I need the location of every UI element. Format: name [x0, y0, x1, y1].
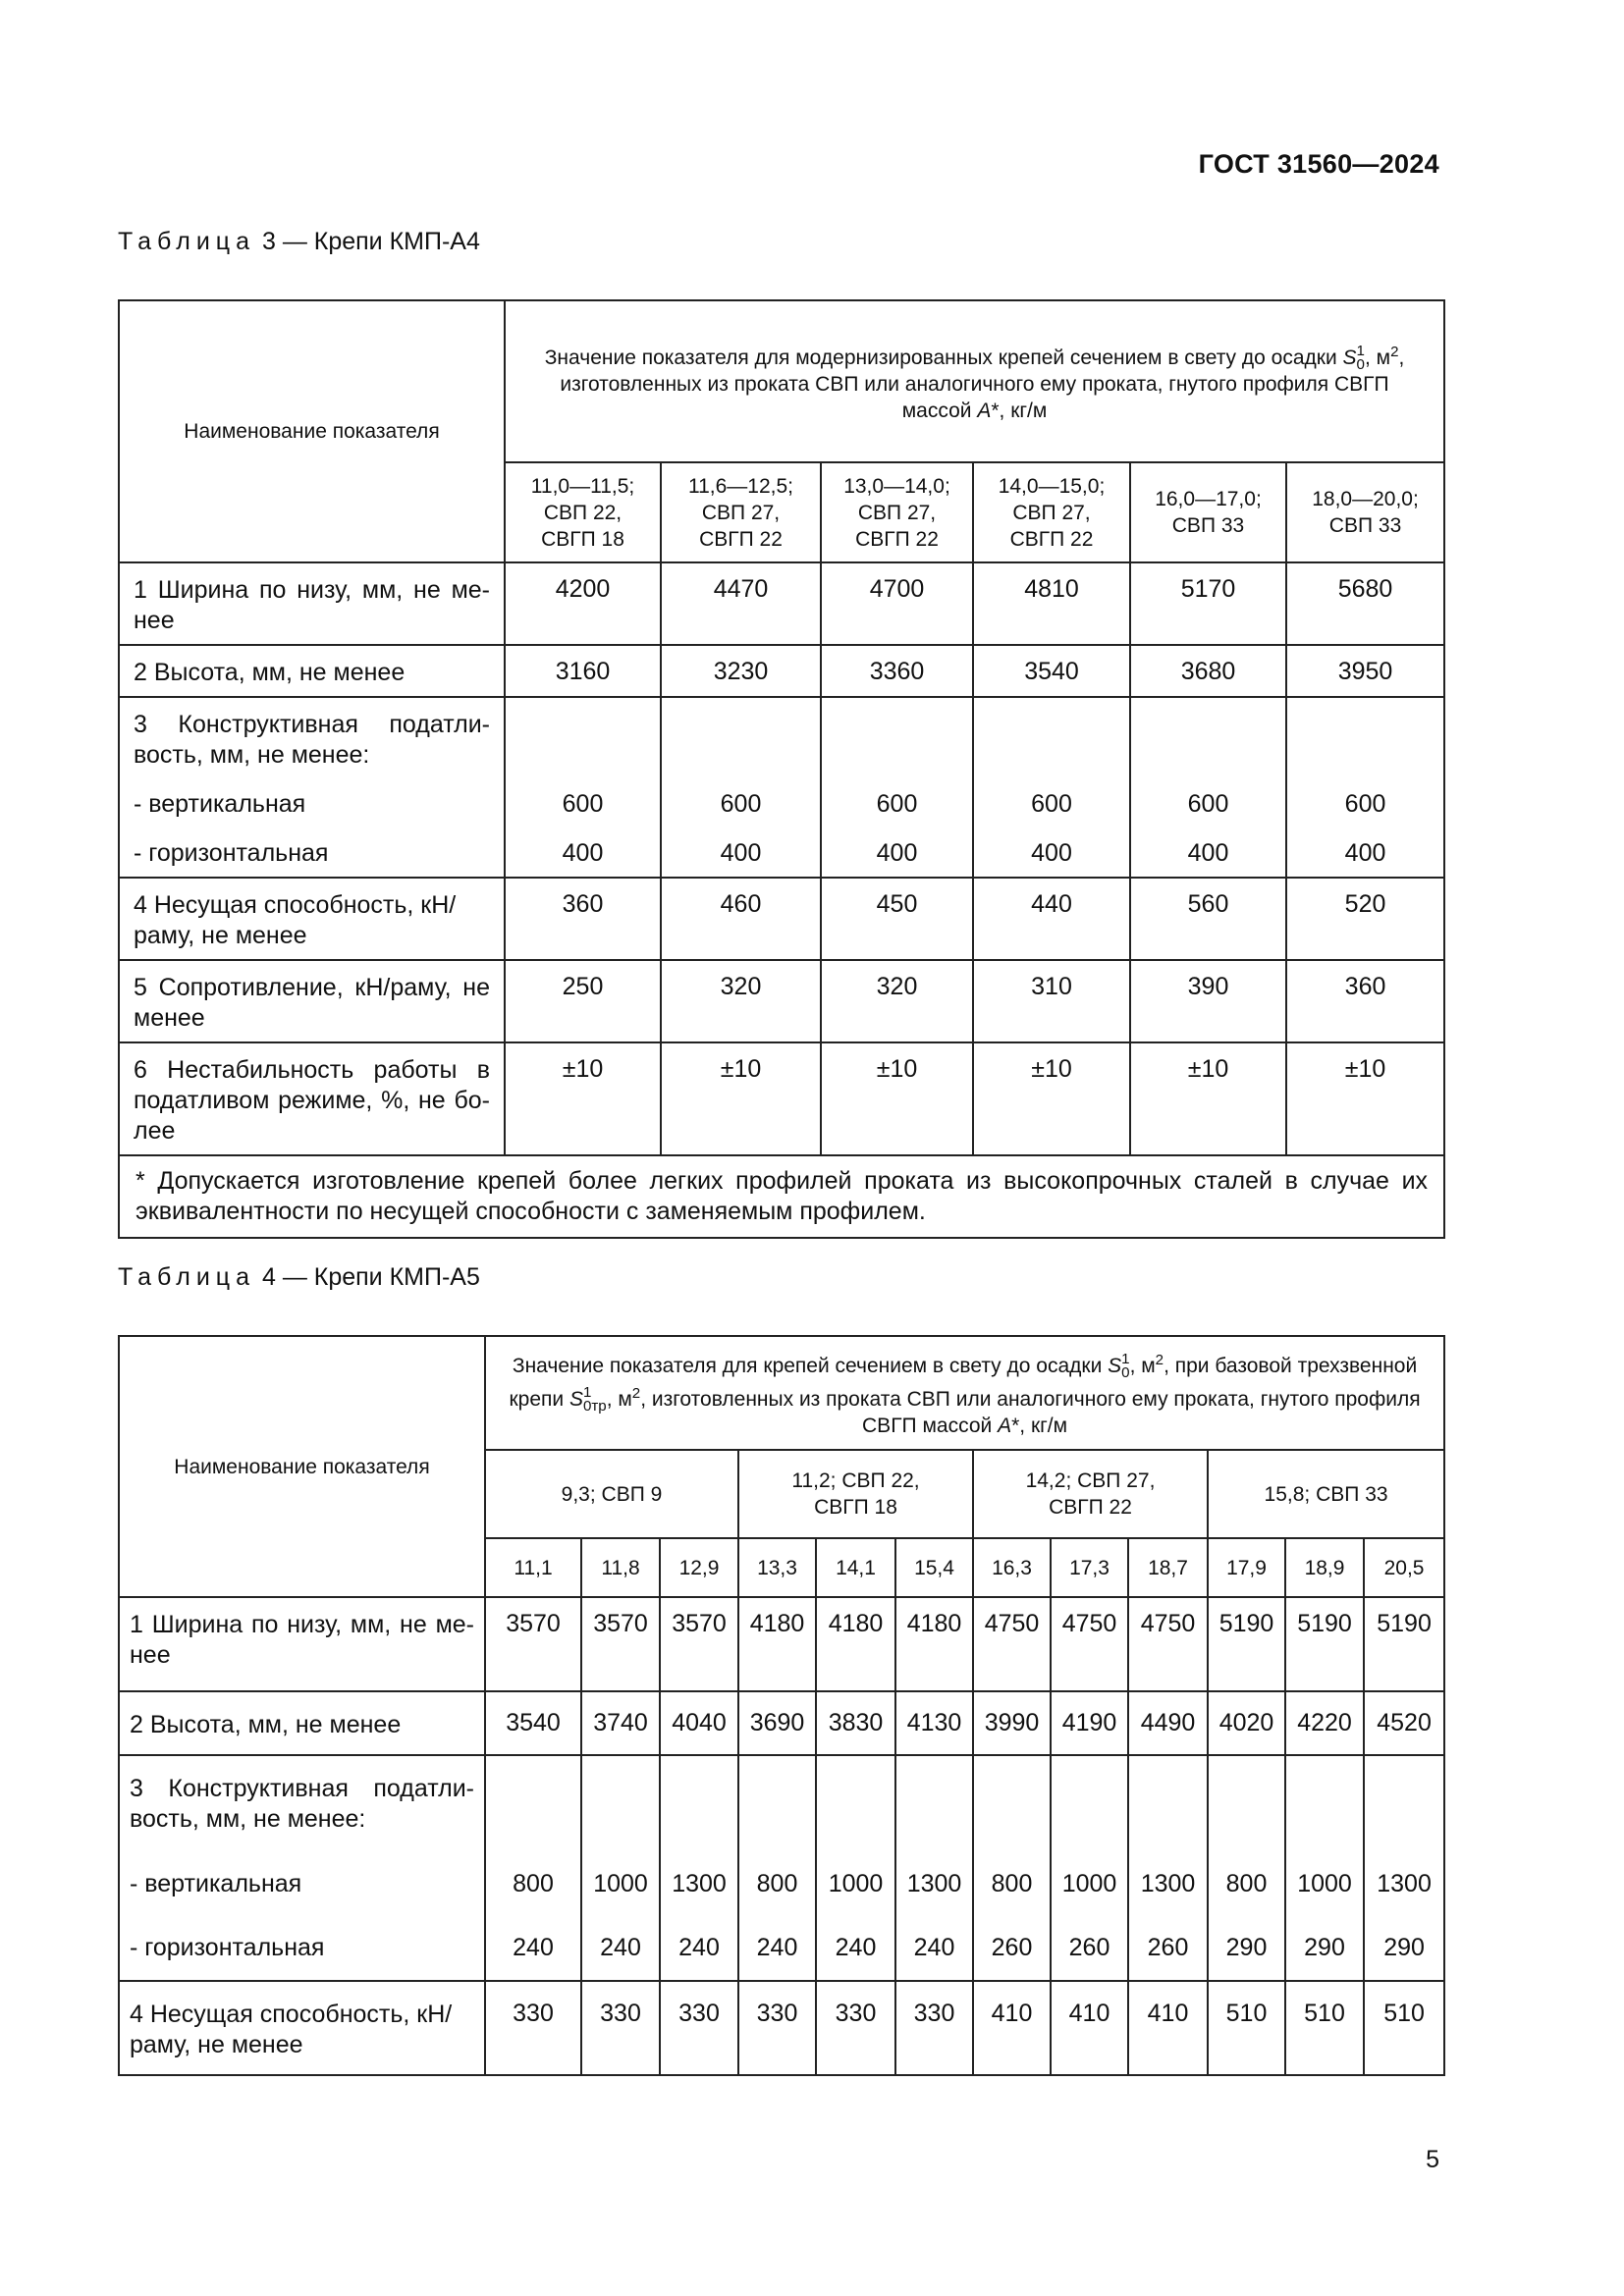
document-standard-code: ГОСТ 31560—2024: [1198, 149, 1439, 179]
cell-value: 4190: [1051, 1691, 1128, 1755]
cell-value-pair: 600 400: [821, 697, 973, 878]
cell-value: 330: [816, 1981, 895, 2075]
table-4-subcolumn-header: 11,8: [581, 1538, 660, 1597]
cell-value: 3690: [738, 1691, 816, 1755]
table-row: [119, 1691, 1444, 1755]
cell-value: 330: [660, 1981, 738, 2075]
cell-value-pair: 1000 290: [1285, 1755, 1364, 1981]
cell-value: 3680: [1130, 645, 1286, 697]
cell-value: 410: [1128, 1981, 1208, 2075]
table-4-subcolumn-header: 15,4: [895, 1538, 973, 1597]
cell-value: ±10: [973, 1042, 1130, 1155]
cell-value: 390: [1130, 960, 1286, 1042]
table-row: [119, 1981, 1444, 2075]
cell-value: ±10: [821, 1042, 973, 1155]
cell-value: 3230: [661, 645, 821, 697]
cell-value-pair: 800 260: [973, 1755, 1051, 1981]
cell-value: 460: [661, 878, 821, 960]
table-4-caption-title: 4 — Крепи КМП-А5: [255, 1263, 480, 1291]
row-label: 2 Высота, мм, не менее: [119, 645, 505, 697]
cell-value: 310: [973, 960, 1130, 1042]
cell-value-pair: 1300 290: [1364, 1755, 1444, 1981]
cell-value: 3990: [973, 1691, 1051, 1755]
cell-value: 330: [738, 1981, 816, 2075]
table-4-caption-word: Таблица: [118, 1263, 256, 1291]
row-label: 5 Сопротивление, кН/раму, не менее: [119, 960, 505, 1042]
cell-value-pair: 600 400: [1286, 697, 1444, 878]
table-4-group-header: 9,3; СВП 9: [485, 1450, 738, 1538]
cell-value-pair: 1000 240: [816, 1755, 895, 1981]
table-3-column-header: 16,0—17,0; СВП 33: [1130, 462, 1286, 562]
row-label: [119, 697, 505, 878]
cell-value: 3570: [485, 1597, 581, 1691]
table-3-caption: [118, 228, 480, 256]
cell-value: ±10: [1286, 1042, 1444, 1155]
table-4-value-header: Значение показателя для крепей сечением в свету до осадки S1 0, $м^2$, при базовой трехзвенной крепи S1 0тр, $м^2$, изготовленных из проката СВП или аналогичного ему проката, гнутого профиля СВГП массой A*, кг/м: [485, 1336, 1444, 1450]
row-sublabel-horizontal: - горизонтальная: [130, 1934, 325, 1961]
cell-value: 510: [1364, 1981, 1444, 2075]
cell-value-pair: 1000 260: [1051, 1755, 1128, 1981]
cell-value: 4490: [1128, 1691, 1208, 1755]
cell-value-pair: 600 400: [505, 697, 661, 878]
cell-value: 3160: [505, 645, 661, 697]
table-4-subcolumn-header: 14,1: [816, 1538, 895, 1597]
table-4-subcolumn-header: 11,1: [485, 1538, 581, 1597]
table-3-footnote: * Допускается изготовление крепей более легких профилей проката из высокопрочных сталей в случае их эквивалентности по несущей способности с заменяемым профилем.: [119, 1155, 1444, 1238]
cell-value: 4700: [821, 562, 973, 645]
table-3-column-header: 18,0—20,0; СВП 33: [1286, 462, 1444, 562]
row-label: 4 Несущая способность, кН/раму, не менее: [119, 1981, 485, 2075]
cell-value: 3950: [1286, 645, 1444, 697]
table-3-column-header: 14,0—15,0; СВП 27, СВГП 22: [973, 462, 1130, 562]
row-label: 2 Высота, мм, не менее: [119, 1691, 485, 1755]
row-sublabel-vertical: - вертикальная: [134, 790, 306, 818]
row-label: 1 Ширина по низу, мм, не ме-нее: [119, 1597, 485, 1691]
cell-value-pair: 1300 240: [660, 1755, 738, 1981]
cell-value: 5190: [1285, 1597, 1364, 1691]
cell-value-pair: 800 240: [485, 1755, 581, 1981]
cell-value: ±10: [1130, 1042, 1286, 1155]
table-3-column-header: 13,0—14,0; СВП 27, СВГП 22: [821, 462, 973, 562]
table-row: [119, 697, 1444, 878]
table-4-group-header: 15,8; СВП 33: [1208, 1450, 1444, 1538]
cell-value-pair: 600 400: [661, 697, 821, 878]
cell-value: 410: [1051, 1981, 1128, 2075]
table-3-value-header: Значение показателя для модернизированных крепей сечением в свету до осадки S1 0, $м^2$, изготовленных из проката СВП или аналогичного ему проката, гнутого профиля СВГП массой A*, кг/м: [505, 300, 1444, 462]
table-row: [119, 562, 1444, 645]
cell-value: 4130: [895, 1691, 973, 1755]
table-3-caption-word: Таблица: [118, 228, 256, 255]
cell-value: 4750: [1128, 1597, 1208, 1691]
table-3-column-header: 11,0—11,5; СВП 22, СВГП 18: [505, 462, 661, 562]
cell-value: 3740: [581, 1691, 660, 1755]
cell-value: 3570: [660, 1597, 738, 1691]
cell-value: 4180: [895, 1597, 973, 1691]
cell-value: 520: [1286, 878, 1444, 960]
cell-value: 250: [505, 960, 661, 1042]
cell-value: 330: [485, 1981, 581, 2075]
cell-value: 3360: [821, 645, 973, 697]
row-label-main: 3 Конструктивная податли-вость, мм, не менее:: [134, 711, 490, 769]
cell-value: 360: [505, 878, 661, 960]
cell-value: 4810: [973, 562, 1130, 645]
cell-value-pair: 800 240: [738, 1755, 816, 1981]
row-label: 6 Нестабильность работы в податливом режиме, %, не бо-лее: [119, 1042, 505, 1155]
table-3-name-header: Наименование показателя: [119, 300, 505, 562]
row-label: [119, 1755, 485, 1981]
cell-value: 4020: [1208, 1691, 1285, 1755]
cell-value-pair: 600 400: [973, 697, 1130, 878]
cell-value: 4180: [816, 1597, 895, 1691]
table-4-subcolumn-header: 16,3: [973, 1538, 1051, 1597]
table-3: [118, 299, 1445, 1239]
cell-value: 4470: [661, 562, 821, 645]
cell-value: 4040: [660, 1691, 738, 1755]
cell-value: 4200: [505, 562, 661, 645]
row-label-main: 3 Конструктивная податли-вость, мм, не менее:: [130, 1775, 474, 1833]
cell-value: 410: [973, 1981, 1051, 2075]
cell-value-pair: 800 290: [1208, 1755, 1285, 1981]
cell-value: 3570: [581, 1597, 660, 1691]
page-number: 5: [1426, 2146, 1439, 2173]
table-4-subcolumn-header: 17,3: [1051, 1538, 1128, 1597]
row-label: 1 Ширина по низу, мм, не ме-нее: [119, 562, 505, 645]
cell-value: 320: [821, 960, 973, 1042]
cell-value: 330: [895, 1981, 973, 2075]
table-row: [119, 1042, 1444, 1155]
row-label: 4 Несущая способность, кН/раму, не менее: [119, 878, 505, 960]
cell-value: 4750: [1051, 1597, 1128, 1691]
row-sublabel-horizontal: - горизонтальная: [134, 839, 329, 867]
table-4-group-header: 11,2; СВП 22, СВГП 18: [738, 1450, 973, 1538]
cell-value: 360: [1286, 960, 1444, 1042]
table-4-subcolumn-header: 13,3: [738, 1538, 816, 1597]
cell-value: 4220: [1285, 1691, 1364, 1755]
cell-value: 5170: [1130, 562, 1286, 645]
table-row: [119, 960, 1444, 1042]
table-4-caption: [118, 1263, 480, 1292]
row-sublabel-vertical: - вертикальная: [130, 1870, 302, 1897]
table-4-subcolumn-header: 20,5: [1364, 1538, 1444, 1597]
table-row: [119, 645, 1444, 697]
cell-value: 510: [1285, 1981, 1364, 2075]
cell-value: ±10: [505, 1042, 661, 1155]
table-4-subcolumn-header: 18,9: [1285, 1538, 1364, 1597]
table-4-group-header: 14,2; СВП 27, СВГП 22: [973, 1450, 1208, 1538]
table-3-column-header: 11,6—12,5; СВП 27, СВГП 22: [661, 462, 821, 562]
cell-value: 560: [1130, 878, 1286, 960]
cell-value-pair: 1300 240: [895, 1755, 973, 1981]
table-row: [119, 1597, 1444, 1691]
cell-value: 330: [581, 1981, 660, 2075]
table-3-caption-title: 3 — Крепи КМП-А4: [255, 228, 480, 255]
cell-value: 510: [1208, 1981, 1285, 2075]
cell-value: 3540: [485, 1691, 581, 1755]
table-row: [119, 1755, 1444, 1981]
cell-value: 440: [973, 878, 1130, 960]
cell-value: 450: [821, 878, 973, 960]
table-4: [118, 1335, 1445, 2076]
table-4-subcolumn-header: 12,9: [660, 1538, 738, 1597]
cell-value: 4750: [973, 1597, 1051, 1691]
cell-value: ±10: [661, 1042, 821, 1155]
table-4-subcolumn-header: 17,9: [1208, 1538, 1285, 1597]
table-4-subcolumn-header: 18,7: [1128, 1538, 1208, 1597]
cell-value: 4520: [1364, 1691, 1444, 1755]
cell-value: 3830: [816, 1691, 895, 1755]
cell-value: 3540: [973, 645, 1130, 697]
cell-value-pair: 600 400: [1130, 697, 1286, 878]
table-4-name-header: Наименование показателя: [119, 1336, 485, 1597]
cell-value: 5190: [1364, 1597, 1444, 1691]
cell-value: 4180: [738, 1597, 816, 1691]
table-row: [119, 878, 1444, 960]
cell-value-pair: 1300 260: [1128, 1755, 1208, 1981]
cell-value: 5680: [1286, 562, 1444, 645]
cell-value: 5190: [1208, 1597, 1285, 1691]
cell-value-pair: 1000 240: [581, 1755, 660, 1981]
cell-value: 320: [661, 960, 821, 1042]
